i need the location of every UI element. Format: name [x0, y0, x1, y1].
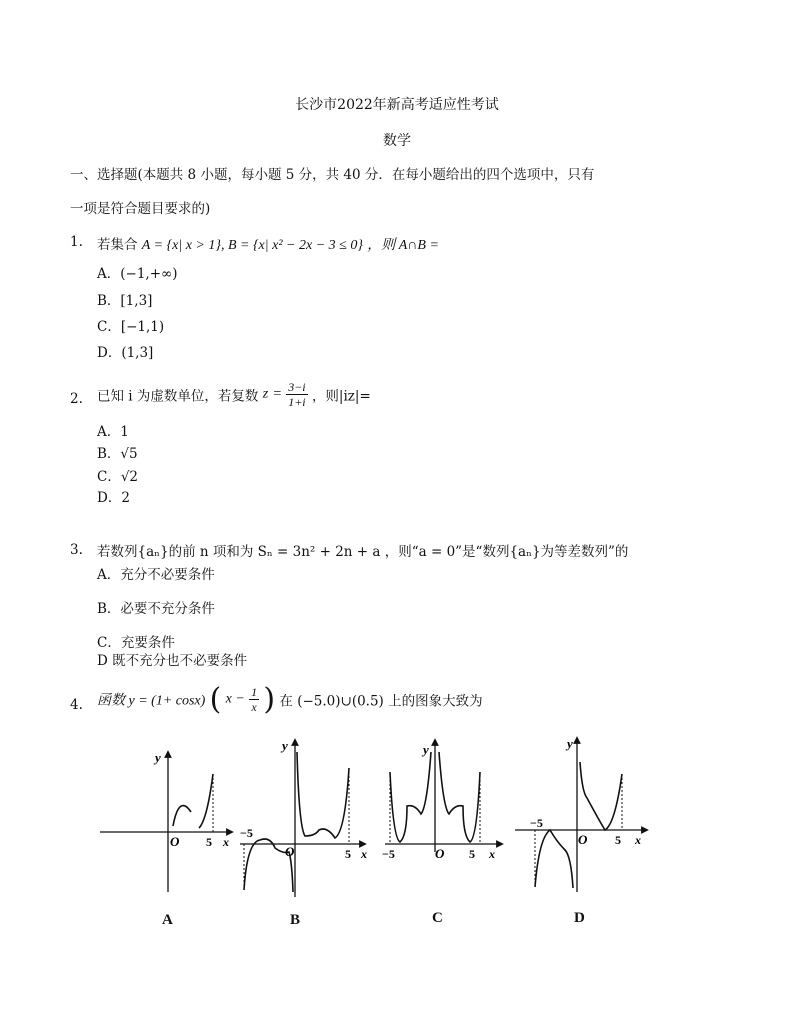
q2-option-c[interactable]: C．√2: [97, 469, 139, 485]
graph-a-tick-5: 5: [206, 835, 212, 849]
q4-number: 4.: [70, 697, 83, 713]
q1-option-c[interactable]: C．[−1,1): [97, 319, 165, 335]
q2-number: 2.: [70, 391, 83, 407]
graph-label-d[interactable]: D: [574, 910, 585, 926]
q4-frac-den: x: [251, 700, 257, 714]
paper-title: 长沙市2022年新高考适应性考试: [295, 97, 499, 113]
q1-stem-pre: 若集合: [97, 237, 138, 253]
q2-option-a[interactable]: A．1: [97, 424, 129, 440]
subject-title: 数学: [383, 133, 411, 149]
q2-fraction: [286, 380, 307, 409]
graph-b-y-label: y: [282, 738, 288, 753]
q4-fraction: [249, 685, 259, 714]
graph-a-origin: O: [170, 834, 180, 849]
graph-c-curve-left: [390, 752, 431, 842]
q2-stem: [97, 380, 371, 409]
graph-a-y-label: y: [155, 750, 161, 765]
q3-option-a[interactable]: A．充分不必要条件: [97, 567, 215, 583]
graph-label-c[interactable]: C: [432, 910, 443, 926]
graph-b-origin: O: [285, 844, 295, 859]
graph-b-tick-5: 5: [345, 847, 351, 861]
q2-frac-num: 3−i: [288, 380, 306, 394]
graph-c[interactable]: [382, 742, 500, 861]
graph-c-curve-right: [439, 752, 480, 842]
q2-option-d[interactable]: D．2: [97, 490, 130, 506]
q2-stem-pre: 已知 i 为虚数单位，若复数: [97, 388, 259, 405]
q2-equals: =: [272, 386, 282, 402]
graph-d[interactable]: [515, 736, 645, 892]
q1-option-b[interactable]: B．[1,3]: [97, 293, 153, 309]
q4-paren-pre: x −: [225, 691, 245, 707]
graph-a[interactable]: [100, 750, 230, 892]
q4-stem-post: 在 (−5.0)∪(0.5) 上的图象大致为: [279, 693, 483, 710]
q1-option-a[interactable]: A．(−1,+∞): [97, 266, 178, 282]
graph-d-curve-right: [580, 762, 622, 830]
section-heading-line2: 一项是符合题目要求的): [70, 201, 211, 217]
graph-d-curve-left: [535, 830, 573, 888]
graph-a-curve-2: [199, 774, 213, 828]
section-heading-line1: 一、选择题(本题共 8 小题，每小题 5 分，共 40 分．在每小题给出的四个选项中，只有: [70, 167, 595, 183]
graph-c-x-label: x: [489, 847, 495, 861]
graph-b-curve-right: [297, 752, 349, 838]
q4-frac-num: 1: [251, 685, 258, 699]
graph-c-y-label: y: [423, 742, 429, 757]
q1-number: 1.: [70, 234, 83, 250]
graph-c-tick-5: 5: [469, 847, 475, 861]
graph-a-x-label: x: [223, 835, 229, 849]
graph-a-curve-1: [173, 806, 191, 826]
graph-d-tick-5: 5: [615, 833, 621, 847]
q3-option-b[interactable]: B．必要不充分条件: [97, 601, 215, 617]
graph-d-x-label: x: [635, 833, 641, 847]
graph-c-origin: O: [435, 846, 445, 861]
q4-graphs: [95, 732, 655, 932]
graph-b-tick-neg5: −5: [240, 826, 253, 840]
q3-stem: 若数列{aₙ}的前 n 项和为 Sₙ = 3n² + 2n + a ，则“a = 0”是“数列{aₙ}为等差数列”的: [97, 544, 629, 560]
q2-option-b[interactable]: B．√5: [97, 446, 138, 462]
q2-stem-post: ，则|iz|=: [311, 388, 371, 405]
q3-option-c[interactable]: C．充要条件: [97, 635, 175, 651]
q4-func-pre: 函数 y = (1+ cosx): [97, 693, 206, 709]
graph-d-y-label: y: [567, 736, 573, 751]
q2-z: z: [262, 386, 269, 402]
graph-d-tick-neg5: −5: [530, 816, 543, 830]
graph-label-b[interactable]: B: [290, 912, 301, 928]
q2-frac-den: 1+i: [288, 395, 306, 409]
q1-stem-post: ，则 A∩B =: [367, 238, 439, 253]
q1-sets: A = {x| x > 1}, B = {x| x² − 2x − 3 ≤ 0}: [141, 238, 363, 253]
graph-label-a[interactable]: A: [162, 912, 173, 928]
q1-stem: [97, 233, 439, 254]
q3-option-d[interactable]: D 既不充分也不必要条件: [97, 653, 248, 669]
graph-d-origin: O: [578, 832, 588, 847]
q3-number: 3.: [70, 542, 83, 558]
q1-option-d[interactable]: D．(1,3]: [97, 345, 154, 361]
graph-b-x-label: x: [361, 847, 367, 861]
q4-stem: [97, 682, 483, 717]
q4-left-paren: (: [209, 682, 222, 717]
graph-b[interactable]: [240, 738, 367, 897]
q4-right-paren: ): [263, 682, 276, 717]
graph-c-tick-neg5: −5: [382, 847, 395, 861]
